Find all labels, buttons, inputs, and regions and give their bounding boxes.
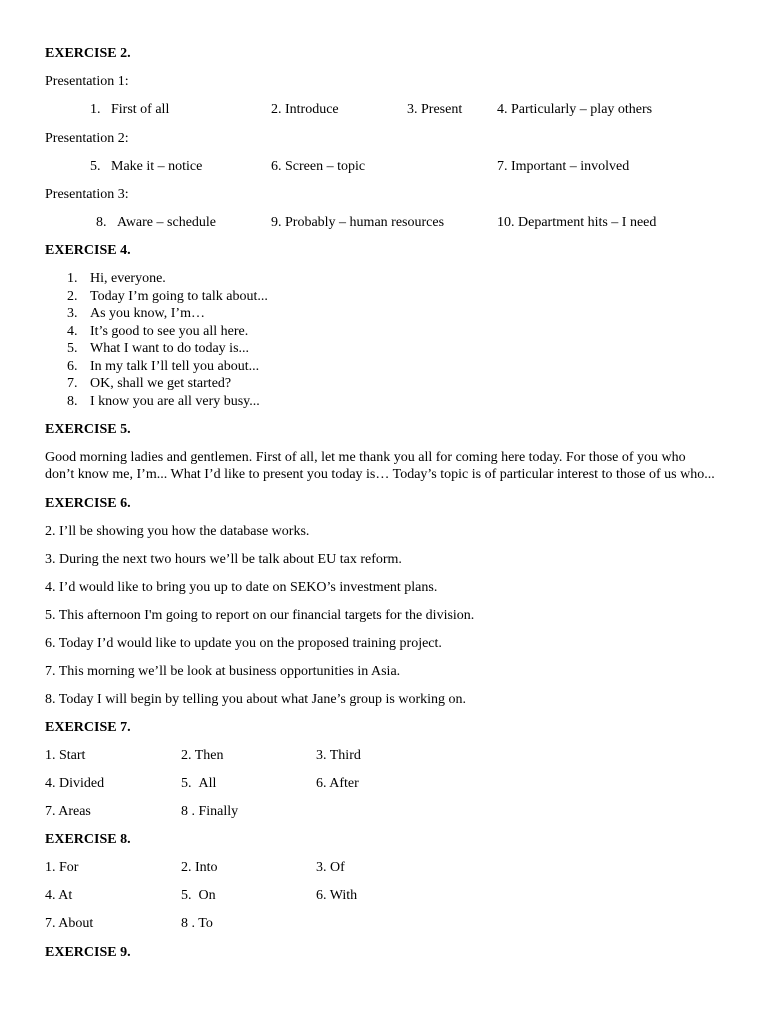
list-item: In my talk I’ll tell you about...: [90, 359, 260, 374]
answer: 5. All: [181, 776, 217, 791]
ex2-item: 4. Particularly – play others: [497, 102, 653, 117]
sentence: 8. Today I will begin by telling you about what Jane’s group is working on.: [45, 692, 467, 707]
answer: 1. Start: [45, 748, 86, 763]
answer: 8 . Finally: [181, 804, 239, 819]
sentence: 2. I’ll be showing you how the database works.: [45, 524, 310, 539]
presentation-1-label: Presentation 1:: [45, 74, 129, 89]
exercise-5-heading: EXERCISE 5.: [45, 422, 131, 437]
list-item: It’s good to see you all here.: [90, 324, 249, 339]
list-item: Today I’m going to talk about...: [90, 289, 268, 304]
list-number: 2.: [67, 289, 78, 304]
exercise-9-heading: EXERCISE 9.: [45, 945, 131, 960]
list-item: As you know, I’m…: [90, 306, 205, 321]
answer: 4. At: [45, 888, 73, 903]
answer: 6. With: [316, 888, 358, 903]
sentence: 4. I’d would like to bring you up to date on SEKO’s investment plans.: [45, 580, 438, 595]
answer: 5. On: [181, 888, 216, 903]
ex2-item: 8. Aware – schedule: [96, 215, 217, 230]
answer: 3. Of: [316, 860, 345, 875]
answer: 8 . To: [181, 916, 213, 931]
exercise-7-heading: EXERCISE 7.: [45, 720, 131, 735]
list-item: What I want to do today is...: [90, 341, 250, 356]
ex2-item: 10. Department hits – I need: [497, 215, 657, 230]
answer: 6. After: [316, 776, 359, 791]
answer: 2. Then: [181, 748, 224, 763]
answer: 4. Divided: [45, 776, 105, 791]
exercise-2-heading: EXERCISE 2.: [45, 46, 131, 61]
list-number: 7.: [67, 376, 78, 391]
list-item: Hi, everyone.: [90, 271, 166, 286]
exercise-4-heading: EXERCISE 4.: [45, 243, 131, 258]
list-number: 1.: [67, 271, 78, 286]
ex2-item: 3. Present: [407, 102, 463, 117]
presentation-3-label: Presentation 3:: [45, 187, 129, 202]
ex2-item: 7. Important – involved: [497, 159, 630, 174]
list-item: OK, shall we get started?: [90, 376, 232, 391]
ex2-item: 5. Make it – notice: [90, 159, 203, 174]
exercise-5-paragraph: Good morning ladies and gentlemen. First of all, let me thank you all for coming here today. For those of you who don’t know me, I’m... What I’d like to present you today is… Today’s topic is of particular interest to those of us who...: [45, 450, 715, 482]
answer: 7. Areas: [45, 804, 91, 819]
sentence: 5. This afternoon I'm going to report on our financial targets for the division.: [45, 608, 475, 623]
answer: 1. For: [45, 860, 79, 875]
exercise-8-heading: EXERCISE 8.: [45, 832, 131, 847]
sentence: 3. During the next two hours we’ll be talk about EU tax reform.: [45, 552, 402, 567]
answer: 2. Into: [181, 860, 218, 875]
list-number: 5.: [67, 341, 78, 356]
ex2-item: 6. Screen – topic: [271, 159, 366, 174]
answer: 3. Third: [316, 748, 361, 763]
ex2-item: 1. First of all: [90, 102, 170, 117]
list-number: 8.: [67, 394, 78, 409]
ex2-item: 9. Probably – human resources: [271, 215, 445, 230]
sentence: 6. Today I’d would like to update you on the proposed training project.: [45, 636, 442, 651]
presentation-2-label: Presentation 2:: [45, 131, 129, 146]
answer: 7. About: [45, 916, 94, 931]
list-number: 3.: [67, 306, 78, 321]
ex2-item: 2. Introduce: [271, 102, 339, 117]
list-number: 4.: [67, 324, 78, 339]
sentence: 7. This morning we’ll be look at business opportunities in Asia.: [45, 664, 401, 679]
exercise-6-heading: EXERCISE 6.: [45, 496, 131, 511]
list-item: I know you are all very busy...: [90, 394, 260, 409]
list-number: 6.: [67, 359, 78, 374]
